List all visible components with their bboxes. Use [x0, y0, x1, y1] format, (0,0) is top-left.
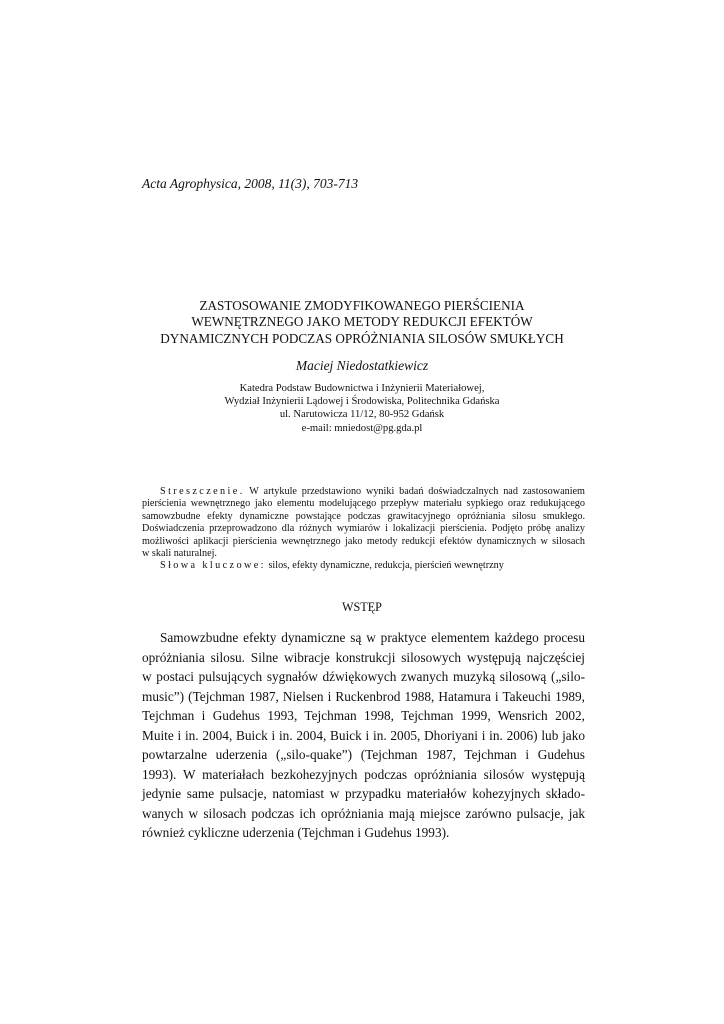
section-heading: WSTĘP — [342, 600, 382, 614]
body-line: również cykliczne uderzenia (Tejchman i Gudehus 1993). — [142, 825, 450, 841]
affiliation-line: Katedra Podstaw Budownictwa i Inżynierii Materiałowej, — [239, 383, 485, 394]
affiliation — [110, 382, 614, 435]
title-line: ZASTOSOWANIE ZMODYFIKOWANEGO PIERŚCIENIA — [199, 298, 525, 313]
abstract-line: możliwości aplikacji pierścienia wewnętrznego jako metody redukcji efektów dynamicznych w silosach — [142, 535, 585, 547]
body-line: 1993). W materiałach bezkohezyjnych podczas opróżniania silosów występują — [142, 766, 585, 782]
body-paragraph — [142, 628, 585, 843]
paper-title — [110, 298, 614, 347]
email-address: e-mail: mniedost@pg.gda.pl — [301, 422, 423, 434]
affiliation-line: ul. Narutowicza 11/12, 80-952 Gdańsk — [279, 409, 445, 421]
title-line: WEWNĘTRZNEGO JAKO METODY REDUKCJI EFEKTÓW — [191, 314, 533, 330]
author-name: Maciej Niedostatkiewicz — [295, 358, 429, 373]
keywords-text: silos, efekty dynamiczne, redukcja, pierścień wewnętrzny — [268, 560, 504, 572]
abstract-line: Doświadczenia przeprowadzono dla różnych wymiarów i lokalizacji pierścienia. Podjęto próbę analizy — [142, 523, 585, 535]
body-line: Samowzbudne efekty dynamiczne są w praktyce elementem każdego procesu — [160, 630, 585, 645]
journal-reference: Acta Agrophysica, 2008, 11(3), 703-713 — [142, 176, 359, 191]
title-line: DYNAMICZNYCH PODCZAS OPRÓŻNIANIA SILOSÓW SMUKŁYCH — [160, 330, 564, 346]
abstract-line: pierścienia wewnętrznego jako elementu modelującego przepływ materiału sypkiego oraz redukującego — [142, 498, 585, 510]
affiliation-line: Wydział Inżynierii Lądowej i Środowiska, Politechnika Gdańska — [224, 396, 500, 408]
body-line: jedynie same pulsacje, natomiast w przypadku materiałów kohezyjnych składo- — [142, 786, 585, 802]
abstract-line — [142, 486, 585, 498]
abstract-line: w skali naturalnej. — [142, 548, 217, 560]
keywords-line — [142, 560, 585, 572]
body-line: powtarzalne uderzenia („silo-quake”) (Tejchman 1987, Tejchman i Gudehus — [142, 747, 585, 763]
keywords-label: Słowa kluczowe: — [160, 560, 266, 572]
abstract-first-line-text: W artykule przedstawiono wyniki badań doświadczalnych nad zastosowaniem — [249, 486, 585, 497]
body-line: wanych w silosach podczas ich opróżniania mają miejsce zarówno pulsacje, jak — [142, 805, 585, 821]
body-line: Muite i in. 2004, Buick i in. 2004, Buick i in. 2005, Dhoriyani i in. 2006) lub jako — [142, 727, 585, 743]
abstract-label: Streszczenie. — [160, 486, 245, 497]
body-line: music”) (Tejchman 1987, Nielsen i Ruckenbrod 1988, Hatamura i Takeuchi 1989, — [142, 688, 585, 704]
body-line: Tejchman i Gudehus 1993, Tejchman 1998, Tejchman 1999, Wensrich 2002, — [142, 708, 585, 724]
abstract — [142, 486, 585, 573]
body-line: w postaci pulsujących sygnałów dźwiękowych zwanych muzyką silosową („silo- — [142, 669, 585, 685]
body-line: opróżniania silosu. Silne wibracje konstrukcji silosowych występują najczęściej — [142, 649, 585, 665]
abstract-line: samowzbudne efekty dynamiczne powstające podczas grawitacyjnego opróżniania silosu smukłego. — [142, 510, 585, 522]
